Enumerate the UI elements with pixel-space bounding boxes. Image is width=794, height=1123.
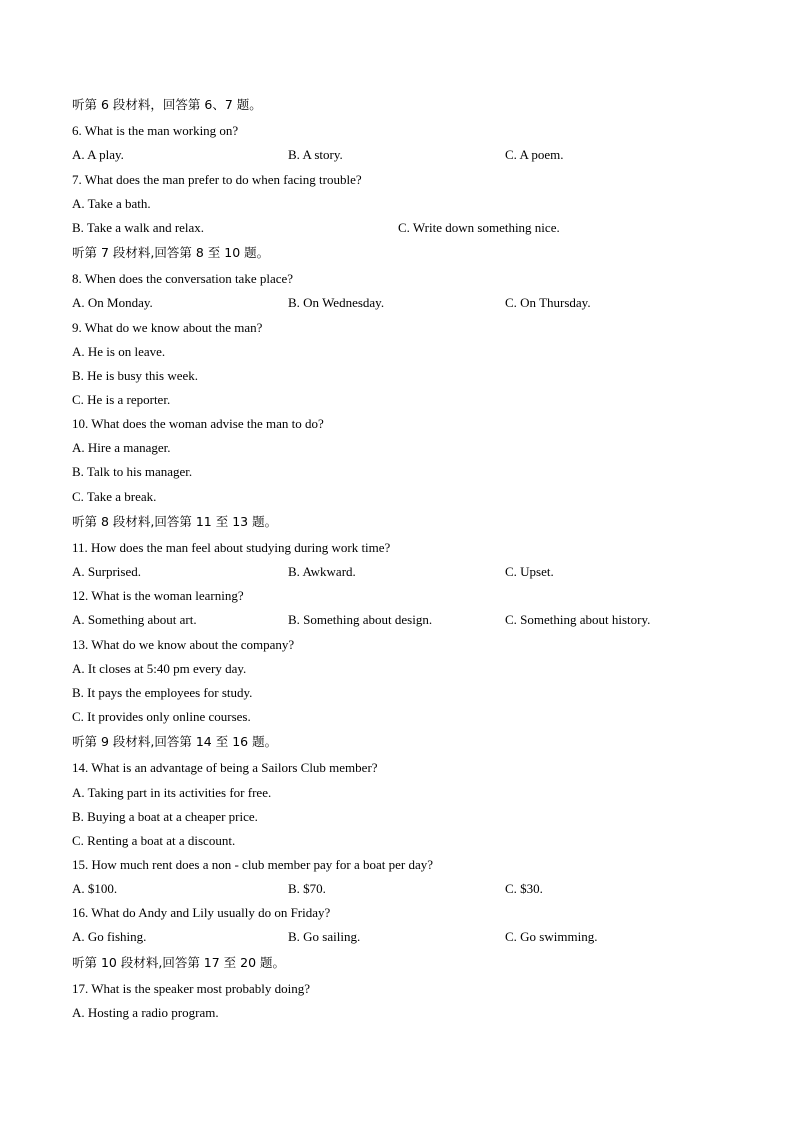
question-10: 10. What does the woman advise the man to do?	[72, 416, 324, 431]
question-12: 12. What is the woman learning?	[72, 588, 244, 603]
option-8a: A. On Monday.	[72, 295, 153, 310]
option-13a: A. It closes at 5:40 pm every day.	[72, 661, 247, 676]
option-12a: A. Something about art.	[72, 612, 197, 627]
question-16: 16. What do Andy and Lily usually do on Friday?	[72, 905, 331, 920]
option-10b: B. Talk to his manager.	[72, 464, 193, 479]
option-10a: A. Hire a manager.	[72, 440, 171, 455]
option-16c: C. Go swimming.	[505, 929, 598, 944]
option-9c: C. He is a reporter.	[72, 392, 171, 407]
option-11b: B. Awkward.	[288, 564, 356, 579]
option-15b: B. $70.	[288, 881, 326, 896]
question-14: 14. What is an advantage of being a Sailors Club member?	[72, 760, 378, 775]
question-17: 17. What is the speaker most probably doing?	[72, 981, 311, 996]
option-14a: A. Taking part in its activities for free.	[72, 785, 272, 800]
option-9b: B. He is busy this week.	[72, 368, 199, 383]
option-13c: C. It provides only online courses.	[72, 709, 251, 724]
option-15a: A. $100.	[72, 881, 118, 896]
section-heading-10: 听第 10 段材料,回答第 17 至 20 题。	[72, 955, 286, 970]
option-10c: C. Take a break.	[72, 489, 157, 504]
option-14b: B. Buying a boat at a cheaper price.	[72, 809, 258, 824]
option-7c: C. Write down something nice.	[398, 220, 560, 235]
question-11: 11. How does the man feel about studying during work time?	[72, 540, 391, 555]
section-heading-7: 听第 7 段材料,回答第 8 至 10 题。	[72, 245, 270, 260]
option-7a: A. Take a bath.	[72, 196, 151, 211]
option-13b: B. It pays the employees for study.	[72, 685, 253, 700]
question-8: 8. When does the conversation take place?	[72, 271, 294, 286]
option-16b: B. Go sailing.	[288, 929, 361, 944]
section-heading-9: 听第 9 段材料,回答第 14 至 16 题。	[72, 734, 278, 749]
option-12b: B. Something about design.	[288, 612, 433, 627]
option-6c: C. A poem.	[505, 147, 564, 162]
option-11a: A. Surprised.	[72, 564, 141, 579]
option-14c: C. Renting a boat at a discount.	[72, 833, 236, 848]
option-11c: C. Upset.	[505, 564, 554, 579]
option-17a: A. Hosting a radio program.	[72, 1005, 219, 1020]
section-heading-8: 听第 8 段材料,回答第 11 至 13 题。	[72, 514, 278, 529]
question-13: 13. What do we know about the company?	[72, 637, 295, 652]
option-15c: C. $30.	[505, 881, 543, 896]
option-9a: A. He is on leave.	[72, 344, 166, 359]
option-7b: B. Take a walk and relax.	[72, 220, 205, 235]
option-12c: C. Something about history.	[505, 612, 651, 627]
option-6a: A. A play.	[72, 147, 124, 162]
question-15: 15. How much rent does a non - club member pay for a boat per day?	[72, 857, 433, 872]
option-8b: B. On Wednesday.	[288, 295, 385, 310]
option-8c: C. On Thursday.	[505, 295, 591, 310]
option-6b: B. A story.	[288, 147, 343, 162]
question-6: 6. What is the man working on?	[72, 123, 239, 138]
option-16a: A. Go fishing.	[72, 929, 147, 944]
question-9: 9. What do we know about the man?	[72, 320, 263, 335]
question-7: 7. What does the man prefer to do when facing trouble?	[72, 172, 362, 187]
section-heading-6: 听第 6 段材料，回答第 6、7 题。	[72, 97, 262, 112]
